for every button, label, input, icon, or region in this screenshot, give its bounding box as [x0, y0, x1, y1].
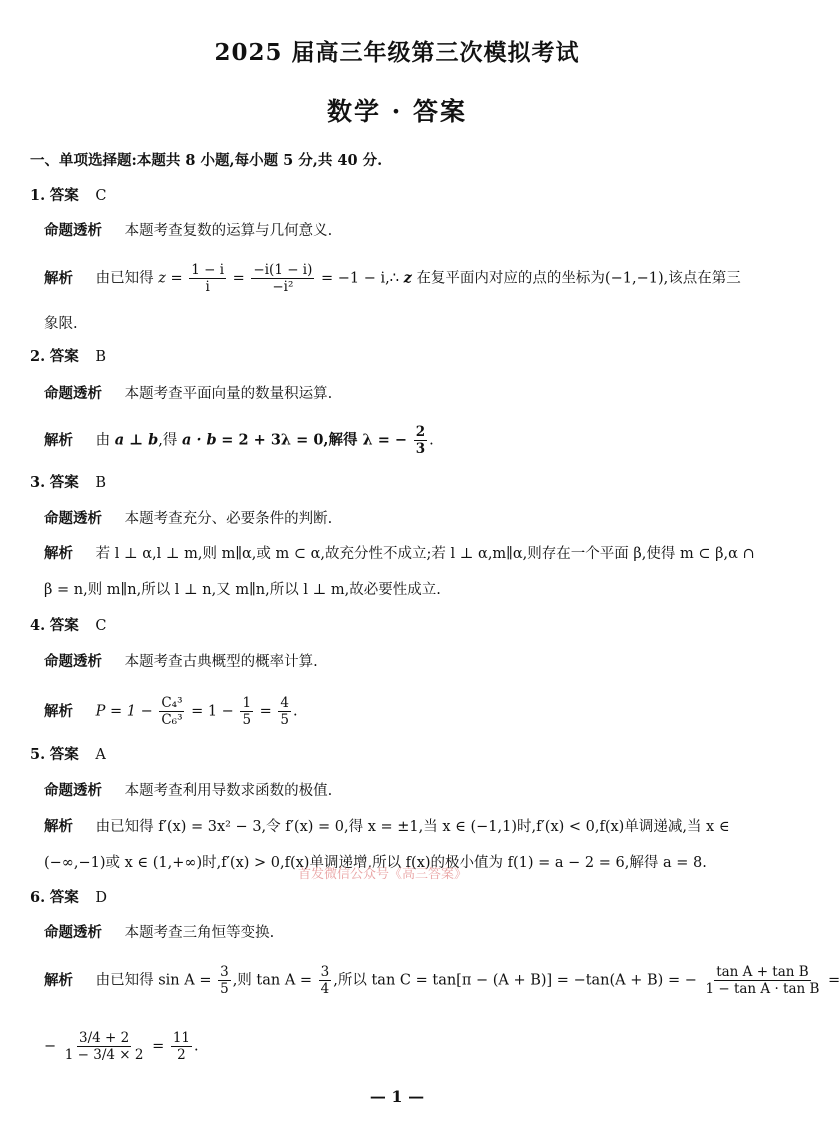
q4-fraction-1: [159, 695, 184, 728]
frac-denominator: 1 − tan A · tan B: [705, 981, 820, 997]
q1-answer: C: [95, 188, 107, 204]
page-title: 2025 届高三年级第三次模拟考试: [214, 39, 580, 66]
q6-a2-pre: −: [44, 1038, 57, 1055]
frac-denominator: −i²: [272, 279, 294, 295]
q1-analysis-tail: 在复平面内对应的点的坐标为(−1,−1),该点在第三: [416, 270, 741, 287]
q4-number: 4.: [30, 617, 46, 634]
q2-answer-line: [30, 346, 106, 368]
q4-answer: C: [95, 618, 107, 634]
frac-numerator: 11: [172, 1030, 191, 1046]
frac-numerator: 3/4 + 2: [79, 1030, 130, 1046]
q1-z: z =: [158, 270, 183, 287]
q5-focus: 本题考查利用导数求函数的极值.: [124, 783, 333, 799]
q4-eq: =: [259, 703, 272, 720]
frac-numerator: −i(1 − i): [253, 262, 313, 278]
q3-number: 3.: [30, 474, 46, 491]
analysis-label: 解析: [44, 818, 73, 835]
q3-answer-line: [30, 472, 106, 494]
q6-mid2: ,所以 tan C = tan[π − (A + B)] = −tan(A + B) = −: [333, 972, 697, 989]
q4-focus: 本题考查古典概型的概率计算.: [124, 654, 318, 670]
q4-fraction-3: [278, 695, 291, 728]
focus-label: 命题透析: [44, 510, 102, 527]
q1-answer-line: [30, 185, 106, 207]
focus-label: 命题透析: [44, 385, 102, 402]
answer-label: 答案: [49, 187, 79, 204]
frac-numerator: 1 − i: [191, 262, 225, 278]
q2-dot: a · b: [182, 431, 217, 449]
analysis-label: 解析: [44, 702, 73, 720]
q2-analysis-line: [44, 424, 434, 457]
frac-denominator: 2: [177, 1047, 186, 1063]
q6-a2-end: .: [194, 1038, 199, 1055]
q2-mid2: = 2 + 3λ = 0,解得 λ = −: [221, 431, 408, 449]
q1-fraction-1: [189, 262, 226, 295]
q6-answer-line: [30, 887, 107, 909]
q1-analysis-line-2: 象限.: [44, 316, 78, 332]
q5-analysis-line-2: (−∞,−1)或 x ∈ (1,+∞)时,f′(x) > 0,f(x)单调递增,所以 f(x)的极小值为 f(1) = a − 2 = 6,解得 a = 8.: [44, 855, 707, 871]
section-heading: 一、单项选择题:本题共 8 小题,每小题 5 分,共 40 分.: [30, 152, 383, 169]
q3-focus-line: [44, 508, 332, 530]
answer-label: 答案: [49, 617, 79, 634]
frac-numerator: 3: [220, 964, 229, 980]
q3-analysis-1: 若 l ⊥ α,l ⊥ m,则 m∥α,或 m ⊂ α,故充分性不成立;若 l ⊥ α,m∥α,则存在一个平面 β,使得 m ⊂ β,α ∩: [95, 546, 755, 562]
q6-end: =: [828, 972, 840, 989]
q1-z2: z: [403, 269, 412, 287]
q1-focus: 本题考查复数的运算与几何意义.: [124, 223, 333, 239]
q1-focus-line: [44, 220, 332, 242]
q6-focus-line: [44, 922, 274, 944]
q3-focus: 本题考查充分、必要条件的判断.: [124, 511, 333, 527]
analysis-label: 解析: [44, 971, 73, 989]
q6-analysis-line: [44, 964, 840, 997]
q5-answer-line: [30, 744, 106, 766]
q6-number: 6.: [30, 889, 46, 906]
q2-number: 2.: [30, 348, 46, 365]
q5-focus-line: [44, 780, 332, 802]
q3-answer: B: [95, 475, 107, 491]
focus-label: 命题透析: [44, 782, 102, 799]
q1-analysis-post: = −1 − i,∴: [321, 270, 399, 287]
answer-label: 答案: [49, 746, 79, 763]
q1-analysis-line: [44, 262, 741, 295]
q3-analysis-line-2: β = n,则 m∥n,所以 l ⊥ n,又 m∥n,所以 l ⊥ m,故必要性成立.: [44, 582, 441, 598]
q2-answer: B: [95, 349, 107, 365]
frac-denominator: 4: [320, 981, 330, 997]
frac-denominator: 5: [242, 712, 252, 728]
q1-analysis-pre: 由已知得: [95, 270, 154, 287]
frac-numerator: tan A + tan B: [716, 964, 809, 980]
q1-eq: =: [232, 270, 245, 287]
q5-answer: A: [95, 747, 106, 763]
watermark: 首发微信公众号《高三答案》: [298, 867, 468, 882]
q6-a2-eq: =: [152, 1038, 165, 1055]
focus-label: 命题透析: [44, 222, 102, 239]
answer-label: 答案: [49, 348, 79, 365]
analysis-label: 解析: [44, 269, 73, 287]
q3-analysis-line: [44, 543, 755, 565]
q6-fraction-3: [703, 964, 821, 997]
q1-number: 1.: [30, 187, 46, 204]
q2-analysis-pre: 由: [95, 432, 111, 449]
frac-denominator: 1 − 3/4 × 2: [64, 1047, 144, 1063]
q4-fraction-2: [240, 695, 253, 728]
frac-numerator: 3: [320, 964, 330, 980]
q1-fraction-2: [251, 262, 314, 295]
frac-denominator: C₆³: [161, 712, 183, 728]
frac-denominator: 5: [280, 712, 290, 728]
frac-numerator: 4: [280, 695, 290, 711]
q6-fraction-2: [319, 964, 332, 997]
q4-pre: P = 1 −: [95, 703, 153, 720]
answer-label: 答案: [49, 474, 79, 491]
q6-fraction-4: [63, 1030, 146, 1063]
page-number: — 1 —: [369, 1087, 425, 1106]
q2-focus-line: [44, 383, 332, 405]
q2-focus: 本题考查平面向量的数量积运算.: [124, 386, 333, 402]
focus-label: 命题透析: [44, 924, 102, 941]
q6-analysis-line-2: [44, 1030, 199, 1063]
q4-analysis-line: [44, 695, 298, 728]
answer-label: 答案: [49, 889, 79, 906]
q5-analysis-1: 由已知得 f′(x) = 3x² − 3,令 f′(x) = 0,得 x = ±1,当 x ∈ (−1,1)时,f′(x) < 0,f(x)单调递减,当 x ∈: [95, 819, 730, 835]
q6-fraction-5: [171, 1030, 192, 1063]
q4-end: .: [293, 703, 298, 720]
analysis-label: 解析: [44, 545, 73, 562]
page-subtitle: 数学 · 答案: [326, 97, 468, 126]
frac-numerator: 2: [415, 424, 426, 440]
q6-pre: 由已知得 sin A =: [95, 972, 212, 989]
q2-perp: a ⊥ b: [114, 431, 159, 449]
q4-answer-line: [30, 615, 106, 637]
q6-focus: 本题考查三角恒等变换.: [124, 925, 275, 941]
q2-fraction: [414, 424, 427, 457]
frac-numerator: 1: [242, 695, 252, 711]
frac-denominator: 3: [415, 441, 426, 457]
frac-numerator: C₄³: [161, 695, 183, 711]
q6-answer: D: [95, 890, 107, 906]
q2-mid1: ,得: [158, 432, 178, 449]
frac-denominator: i: [205, 279, 210, 295]
q2-end: .: [429, 432, 434, 449]
q6-fraction-1: [218, 964, 231, 997]
q4-focus-line: [44, 651, 318, 673]
focus-label: 命题透析: [44, 653, 102, 670]
q5-number: 5.: [30, 746, 46, 763]
q5-analysis-line: [44, 816, 730, 838]
frac-denominator: 5: [220, 981, 229, 997]
analysis-label: 解析: [44, 431, 73, 449]
q6-mid1: ,则 tan A =: [232, 972, 313, 989]
q4-mid: = 1 −: [191, 703, 234, 720]
